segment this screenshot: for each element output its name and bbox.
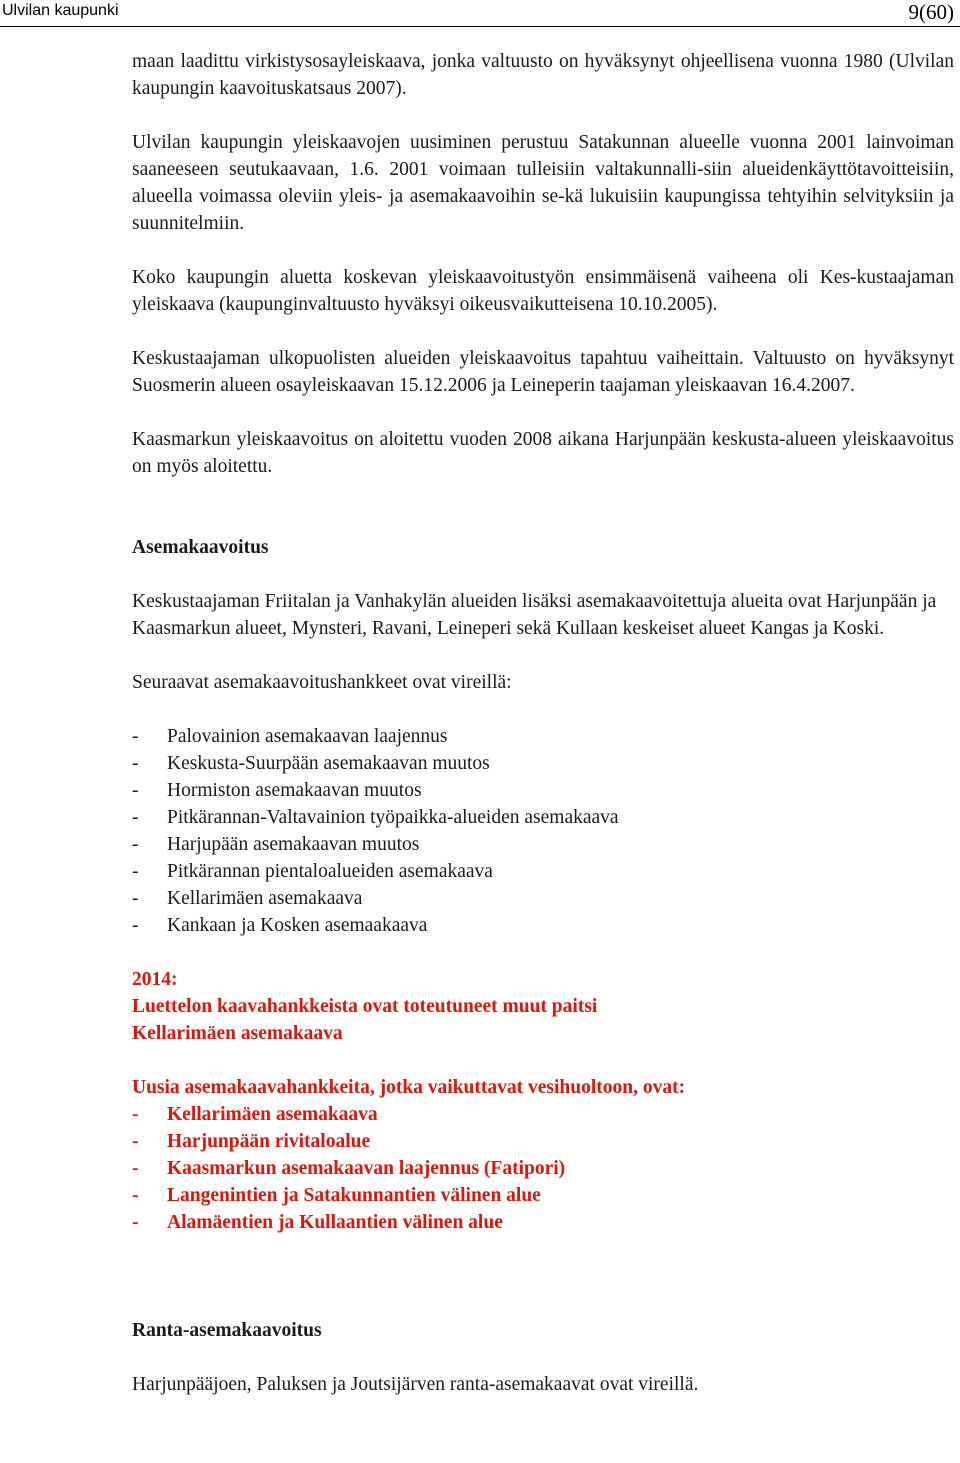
document-owner: Ulvilan kaupunki — [2, 2, 119, 19]
section-heading-ranta: Ranta-asemakaavoitus — [132, 1320, 322, 1341]
list-item: - Alamäentien ja Kullaantien välinen alue — [132, 1209, 954, 1236]
list-item: - Keskusta-Suurpään asemakaavan muutos — [132, 750, 954, 777]
dash-bullet: - — [132, 1212, 139, 1233]
paragraph-kaasmarkku: Kaasmarkun yleiskaavoitus on aloitettu vuoden 2008 aikana Harjunpään keskusta-alueen yleiskaavoitus on myös aloitettu. — [132, 429, 954, 477]
update-line-1: Luettelon kaavahankkeista ovat toteutuneet muut paitsi — [132, 996, 598, 1017]
paragraph-phased: Keskustaajaman ulkopuolisten alueiden yleiskaavoitus tapahtuu vaiheittain. Valtuusto on hyväksynyt Suosmerin alueen osayleiskaavan 15.12.2006 ja Leineperin taajaman yleiskaavan 16.4.2007. — [132, 348, 954, 396]
dash-bullet: - — [132, 915, 139, 936]
list-item: - Hormiston asemakaavan muutos — [132, 777, 954, 804]
dash-bullet: - — [132, 726, 139, 747]
pending-projects-list — [132, 723, 954, 939]
dash-bullet: - — [132, 1104, 139, 1125]
paragraph-pending-projects: Seuraavat asemakaavoitushankkeet ovat vireillä: — [132, 672, 512, 693]
paragraph-keskustaajama: Koko kaupungin aluetta koskevan yleiskaavoitustyön ensimmäisenä vaiheena oli Kes-kustaajaman yleiskaava (kaupunginvaltuusto hyväksyi oikeusvaikutteisena 10.10.2005). — [132, 267, 954, 315]
dash-bullet: - — [132, 1185, 139, 1206]
dash-bullet: - — [132, 834, 139, 855]
update-2014-note — [132, 966, 954, 1047]
dash-bullet: - — [132, 780, 139, 801]
page-number: 9(60) — [908, 0, 954, 24]
update-line-2: Kellarimäen asemakaava — [132, 1023, 343, 1044]
list-item: - Harjupään asemakaavan muutos — [132, 831, 954, 858]
list-item: - Pitkärannan-Valtavainion työpaikka-alueiden asemakaava — [132, 804, 954, 831]
paragraph-ranta: Harjunpääjoen, Paluksen ja Joutsijärven ranta-asemakaavat ovat vireillä. — [132, 1374, 699, 1395]
list-item: - Palovainion asemakaavan laajennus — [132, 723, 954, 750]
list-item: - Kellarimäen asemakaava — [132, 885, 954, 912]
dash-bullet: - — [132, 861, 139, 882]
paragraph-yleiskaava-renewal: Ulvilan kaupungin yleiskaavojen uusiminen perustuu Satakunnan alueelle vuonna 2001 lainvoiman saaneeseen seutukaavaan, 1.6. 2001 voimaan tulleisiin valtakunnalli-siin alueidenkäyttötavoitteisiin, alueella voimassa oleviin yleis- ja asemakaavoihin se-kä lukuisiin kaupungissa tehtyihin selvityksiin ja suunnitelmiin. — [132, 132, 954, 234]
dash-bullet: - — [132, 888, 139, 909]
dash-bullet: - — [132, 753, 139, 774]
new-projects-list — [132, 1101, 954, 1236]
page-header — [0, 0, 960, 27]
section-heading-asemakaavoitus: Asemakaavoitus — [132, 537, 269, 558]
dash-bullet: - — [132, 807, 139, 828]
list-item: - Kankaan ja Kosken asemaakaava — [132, 912, 954, 939]
update-year: 2014: — [132, 969, 178, 990]
paragraph-intro: maan laadittu virkistysosayleiskaava, jonka valtuusto on hyväksynyt ohjeellisena vuonna 1980 (Ulvilan kaupungin kaavoituskatsaus 2007). — [132, 51, 954, 99]
document-body — [132, 48, 954, 1425]
list-item: - Pitkärannan pientaloalueiden asemakaava — [132, 858, 954, 885]
dash-bullet: - — [132, 1131, 139, 1152]
list-item: - Langenintien ja Satakunnantien välinen alue — [132, 1182, 954, 1209]
dash-bullet: - — [132, 1158, 139, 1179]
new-projects-heading: Uusia asemakaavahankkeita, jotka vaikuttavat vesihuoltoon, ovat: — [132, 1077, 686, 1098]
list-item: - Harjunpään rivitaloalue — [132, 1128, 954, 1155]
list-item: - Kellarimäen asemakaava — [132, 1101, 954, 1128]
spacer — [132, 1263, 954, 1317]
list-item: - Kaasmarkun asemakaavan laajennus (Fatipori) — [132, 1155, 954, 1182]
paragraph-asemakaava-areas: Keskustaajaman Friitalan ja Vanhakylän alueiden lisäksi asemakaavoitettuja alueita ovat Harjunpään ja Kaasmarkun alueet, Mynsteri, Ravani, Leineperi sekä Kullaan keskeiset alueet Kangas ja Koski. — [132, 591, 937, 639]
